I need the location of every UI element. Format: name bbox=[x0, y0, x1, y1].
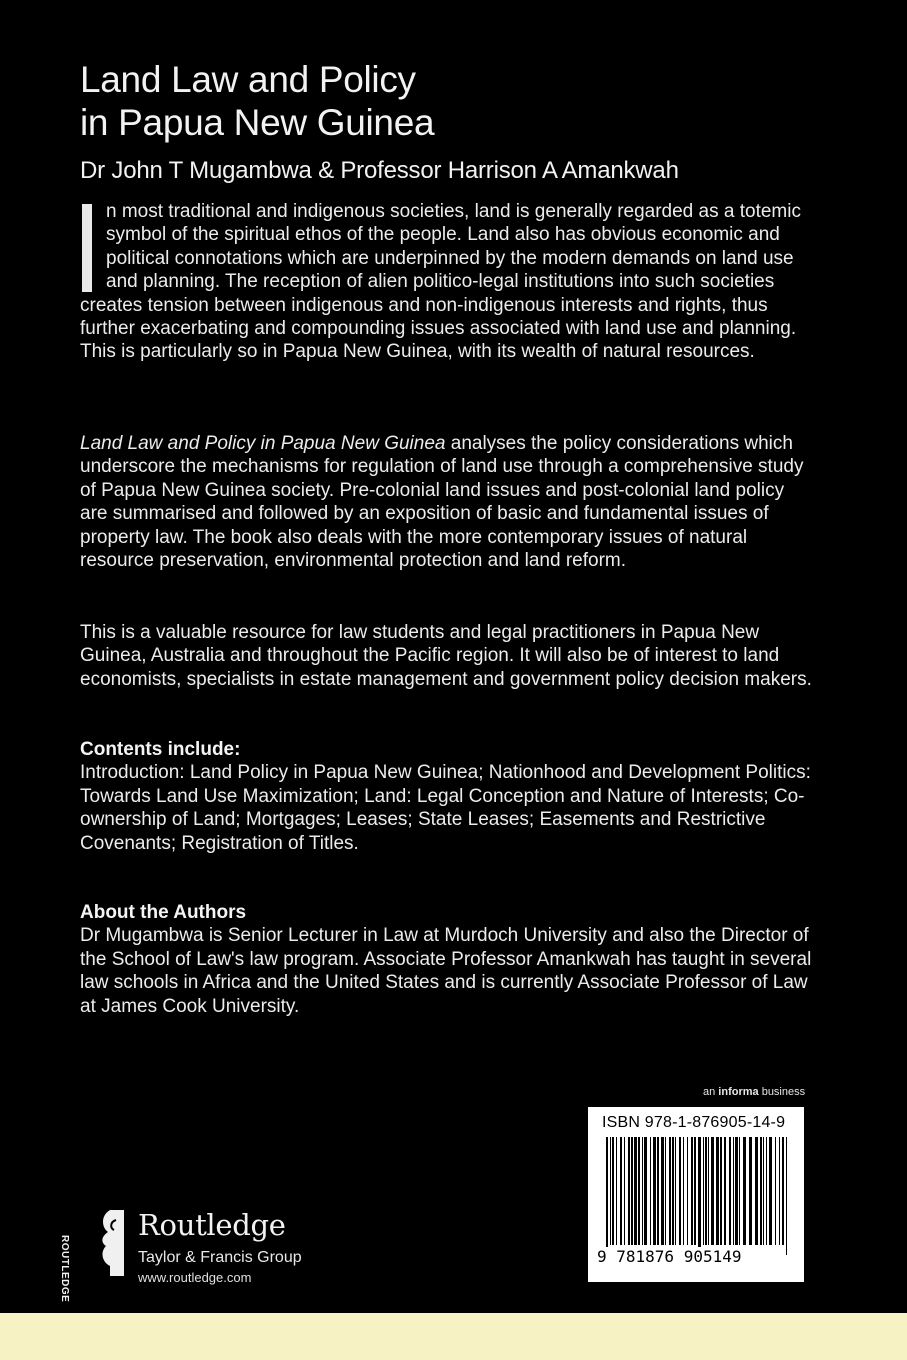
barcode-bar bbox=[724, 1137, 726, 1245]
barcode-bar bbox=[683, 1137, 684, 1245]
barcode-digits-text: 9 781876 905149 bbox=[597, 1247, 742, 1266]
barcode-bar bbox=[620, 1137, 622, 1245]
barcode-bar bbox=[665, 1137, 666, 1245]
barcode-bar bbox=[733, 1137, 734, 1245]
barcode-bar bbox=[679, 1137, 681, 1245]
barcode-bar bbox=[749, 1137, 752, 1245]
contents-section bbox=[80, 738, 815, 855]
author-line: Dr John T Mugambwa & Professor Harrison A Amankwah bbox=[80, 157, 679, 184]
drop-cap-i bbox=[82, 204, 92, 292]
tagline-pre: an bbox=[703, 1086, 719, 1098]
barcode-bar bbox=[782, 1137, 784, 1245]
barcode-bar bbox=[669, 1137, 671, 1245]
barcode-bar bbox=[631, 1137, 633, 1245]
tagline-bold: informa bbox=[718, 1086, 759, 1098]
publisher-name: Routledge bbox=[138, 1208, 286, 1242]
barcode-bar bbox=[610, 1137, 611, 1245]
barcode-bar bbox=[657, 1137, 659, 1245]
barcode-bar bbox=[628, 1137, 630, 1245]
barcode-bar bbox=[661, 1137, 664, 1245]
barcode-bar bbox=[653, 1137, 656, 1245]
barcode-bar bbox=[644, 1137, 647, 1245]
barcode-bar bbox=[616, 1137, 617, 1245]
blurb-p2-text: analyses the policy considerations which underscore the mechanisms for regulation of land use through a comprehensive study of Papua New Guinea society. Pre-colonial land issues and post-colonial land policy are summarised and followed by an exposition of basic and fundamental issues of property law. The book also deals with the more contemporary issues of natural resource preservation, environmental protection and land reform. bbox=[80, 433, 804, 572]
barcode-bar bbox=[675, 1137, 676, 1245]
tagline-post: business bbox=[758, 1086, 806, 1098]
publisher-group: Taylor & Francis Group bbox=[138, 1249, 302, 1266]
barcode-bar bbox=[606, 1137, 608, 1255]
barcode-bar bbox=[612, 1137, 614, 1245]
informa-tagline bbox=[703, 1086, 805, 1098]
barcode-bar bbox=[672, 1137, 674, 1245]
blurb-p2-book-title: Land Law and Policy in Papua New Guinea bbox=[80, 433, 446, 454]
blurb-p1-text: n most traditional and indigenous societies, land is generally regarded as a totemic symbol of the spiritual ethos of the people. Land also has obvious economic and political connotations which are underpinned by the modern demands on land use and planning. The reception of alien politico-legal institutions into such societies creates tension between indigenous and non-indigenous interests and rights, thus further exacerbating and compounding issues associated with land use and planning. This is particularly so in Papua New Guinea, with its wealth of natural resources. bbox=[80, 201, 801, 363]
barcode-bar bbox=[642, 1137, 643, 1245]
barcode-digits bbox=[596, 1247, 743, 1266]
barcode-bar bbox=[634, 1137, 637, 1245]
barcode-bar bbox=[711, 1137, 714, 1245]
isbn-text: ISBN 978-1-876905-14-9 bbox=[602, 1114, 786, 1131]
barcode-bar bbox=[624, 1137, 625, 1245]
blurb-paragraph-2 bbox=[80, 432, 815, 572]
blurb-paragraph-1 bbox=[80, 200, 815, 364]
contents-text: Introduction: Land Policy in Papua New Guinea; Nationhood and Development Politics: Towards Land Use Maximization; Land: Legal Conception and Nature of Interests; Co-ownership of Land; Mortgages; Leases; State Leases; Easements and Restrictive Covenants; Registration of Titles. bbox=[80, 762, 811, 854]
barcode-bar bbox=[703, 1137, 704, 1245]
barcode-bar bbox=[775, 1137, 776, 1245]
barcode-bar bbox=[650, 1137, 651, 1245]
book-title bbox=[80, 58, 434, 144]
about-authors-section bbox=[80, 901, 815, 1018]
barcode-bar bbox=[766, 1137, 767, 1245]
isbn-barcode-box bbox=[588, 1107, 804, 1282]
barcode-bar bbox=[716, 1137, 719, 1245]
title-line-1: Land Law and Policy bbox=[80, 59, 416, 100]
barcode-bar bbox=[698, 1137, 701, 1255]
about-heading: About the Authors bbox=[80, 902, 247, 923]
barcode-bar bbox=[720, 1137, 722, 1245]
bottom-strip bbox=[0, 1313, 907, 1360]
barcode-bar bbox=[769, 1137, 772, 1245]
barcode-bar bbox=[743, 1137, 746, 1245]
barcode-bar bbox=[694, 1137, 696, 1245]
routledge-vertical-text: ROUTLEDGE bbox=[59, 1235, 70, 1303]
barcode-bar bbox=[779, 1137, 780, 1245]
barcode-bar bbox=[687, 1137, 688, 1245]
blurb-paragraph-3: This is a valuable resource for law students and legal practitioners in Papua New Guinea, Australia and throughout the Pacific region. It will also be of interest to land economists, specialists in estate management and government policy decision makers. bbox=[80, 622, 812, 690]
title-line-2: in Papua New Guinea bbox=[80, 102, 435, 143]
barcode-bar bbox=[705, 1137, 707, 1245]
barcode-bar bbox=[786, 1137, 787, 1255]
barcode-bar bbox=[729, 1137, 731, 1245]
barcode-bar bbox=[755, 1137, 758, 1245]
barcode-bar bbox=[735, 1137, 738, 1245]
barcode-bar bbox=[763, 1137, 764, 1245]
contents-heading: Contents include: bbox=[80, 739, 241, 760]
barcode-bar bbox=[638, 1137, 640, 1245]
routledge-logo-icon bbox=[80, 1206, 128, 1278]
barcode-bar bbox=[708, 1137, 709, 1245]
barcode-bar bbox=[739, 1137, 740, 1245]
publisher-url: www.routledge.com bbox=[138, 1270, 252, 1285]
barcode bbox=[598, 1137, 794, 1257]
about-text: Dr Mugambwa is Senior Lecturer in Law at Murdoch University and also the Director of the School of Law's law program. Associate Professor Amankwah has taught in several law schools in Africa and the United States and is currently Associate Professor of Law at James Cook University. bbox=[80, 925, 812, 1017]
barcode-bar bbox=[760, 1137, 762, 1245]
barcode-bar bbox=[691, 1137, 693, 1245]
